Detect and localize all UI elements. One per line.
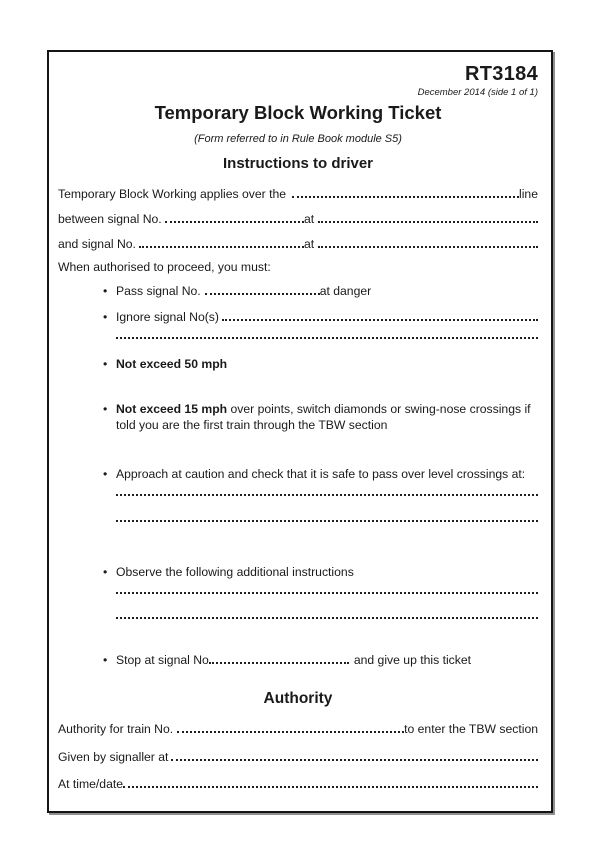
authority-train-line (58, 721, 538, 737)
applies-suffix: line (519, 187, 538, 201)
dotted-fill-continuation (116, 337, 538, 339)
authority-time-line (58, 776, 538, 792)
bullet-marker: • (103, 284, 108, 298)
bullet-not-exceed-50 (103, 356, 538, 372)
bullet-marker: • (103, 565, 108, 579)
bullet-additional-instructions (103, 564, 538, 580)
time-prefix: At time/date (58, 777, 124, 791)
bullet-marker: • (103, 402, 108, 416)
dotted-fill-location (318, 221, 538, 223)
dotted-fill-line (292, 196, 519, 198)
speed15-bold: Not exceed 15 mph (116, 402, 228, 416)
form-title: Temporary Block Working Ticket (154, 102, 442, 123)
authorised-text: When authorised to proceed, you must: (58, 260, 271, 274)
dotted-fill-train-no (177, 731, 404, 733)
pass-suffix: at danger (319, 284, 372, 298)
bullet-marker: • (103, 310, 108, 324)
applies-line (58, 186, 538, 202)
speed50-text: Not exceed 50 mph (116, 357, 228, 371)
and-label: and signal No. (58, 237, 136, 251)
form-sheet (47, 50, 553, 813)
form-subtitle: (Form referred to in Rule Book module S5) (194, 133, 402, 145)
crossings-text: Approach at caution and check that it is safe to pass over level crossings at: (116, 467, 526, 481)
between-label: between signal No. (58, 212, 162, 226)
dotted-fill-additional-1 (116, 592, 538, 594)
applies-prefix: Temporary Block Working applies over the (58, 187, 287, 201)
bullet-marker: • (103, 357, 108, 371)
dotted-fill-additional-2 (116, 617, 538, 619)
dotted-fill-signaller (171, 759, 538, 761)
signaller-prefix: Given by signaller at (58, 750, 169, 764)
dotted-fill-time-date (123, 786, 538, 788)
pass-prefix: Pass signal No. (116, 284, 201, 298)
bullet-marker: • (103, 467, 108, 481)
ignore-prefix: Ignore signal No(s) (116, 310, 219, 324)
and-signal-line (58, 236, 538, 252)
dotted-fill-crossings-2 (116, 520, 538, 522)
observe-text: Observe the following additional instructions (116, 565, 354, 579)
authority-heading: Authority (263, 690, 333, 707)
speed15-rest: over points, switch diamonds or swing-nose crossings if told you are the first train through the TBW section (116, 402, 531, 432)
bullet-stop-signal (103, 652, 538, 668)
stop-suffix: and give up this ticket (353, 653, 472, 667)
bullet-not-exceed-15 (103, 401, 538, 433)
instructions-heading: Instructions to driver (222, 155, 374, 172)
form-code: RT3184 (465, 63, 538, 85)
bullet-level-crossings (103, 466, 538, 482)
form-edition: December 2014 (side 1 of 1) (417, 87, 538, 98)
dotted-fill-signal-no (205, 293, 320, 295)
dotted-fill-signal-no (165, 221, 304, 223)
between-at: at (304, 212, 315, 226)
bullet-ignore-signals (103, 309, 538, 325)
train-suffix: to enter the TBW section (404, 722, 538, 736)
bullet-pass-signal (103, 283, 538, 299)
bullet-marker: • (103, 653, 108, 667)
dotted-fill-location (318, 246, 538, 248)
authority-signaller-line (58, 749, 538, 765)
dotted-fill-crossings-1 (116, 494, 538, 496)
train-prefix: Authority for train No. (58, 722, 174, 736)
between-signal-line (58, 211, 538, 227)
stop-prefix: Stop at signal No (116, 653, 209, 667)
dotted-fill-signal-no (209, 662, 349, 664)
dotted-fill-signal-no (139, 246, 304, 248)
and-at: at (304, 237, 315, 251)
dotted-fill-signal-nos (222, 319, 538, 321)
